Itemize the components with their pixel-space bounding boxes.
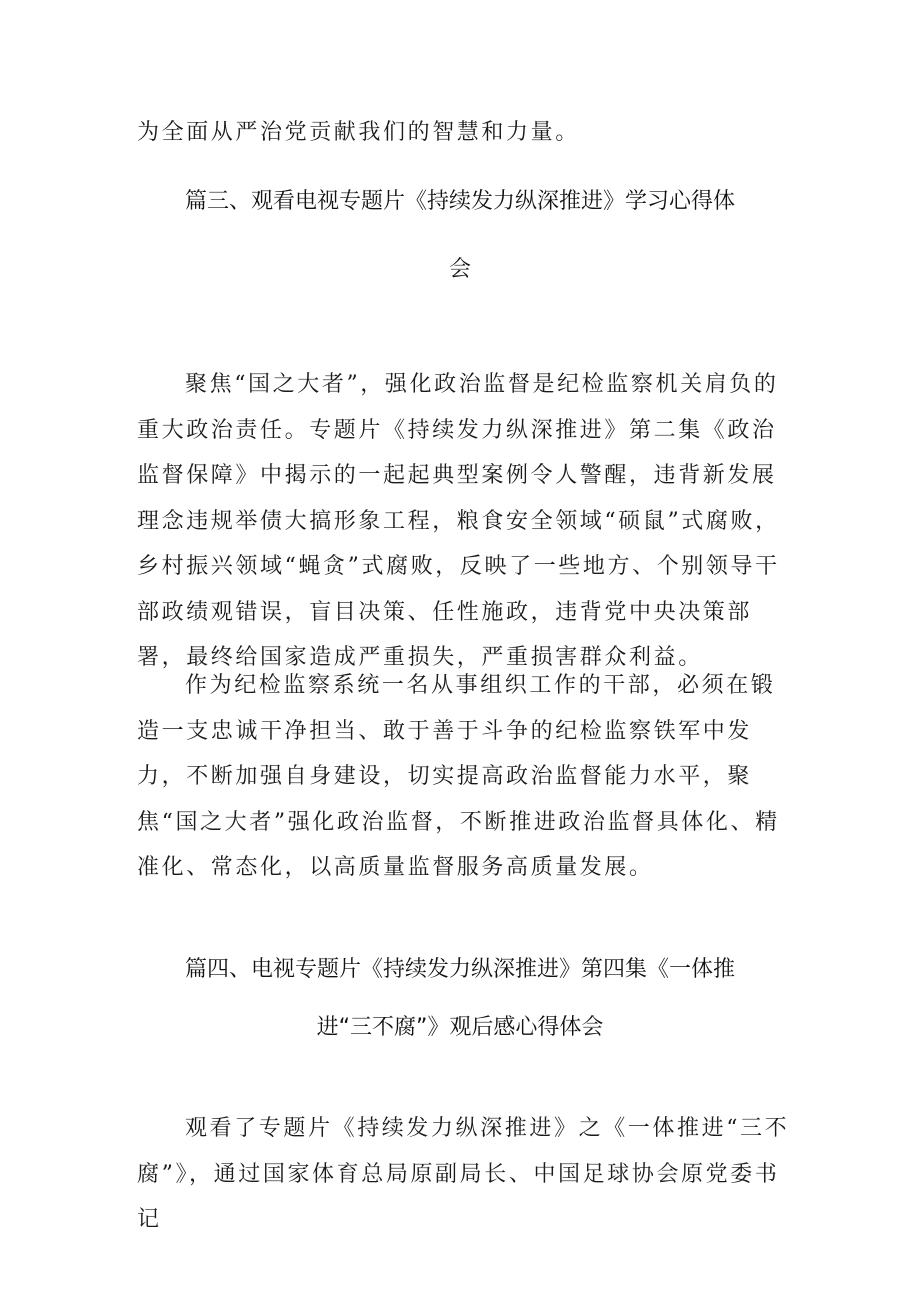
section-3-heading — [100, 186, 820, 286]
section-4-title-line-1: 篇四、电视专题片《持续发力纵深推进》第四集《一体推 — [184, 957, 735, 982]
section-4-heading — [100, 954, 820, 1044]
continuation-paragraph: 为全面从严治党贡献我们的智慧和力量。 — [137, 120, 580, 145]
section-3-title-line-1: 篇三、观看电视专题片《持续发力纵深推进》学习心得体 — [184, 189, 735, 214]
section-4-paragraph-1: 观看了专题片《持续发力纵深推进》之《一体推进“三不腐”》，通过国家体育总局原副局长、中国足球协会原党委书记 — [137, 1116, 790, 1232]
section-3-paragraph-2: 作为纪检监察系统一名从事组织工作的干部，必须在锻造一支忠诚干净担当、敢于善于斗争的纪检监察铁军中发力，不断加强自身建设，切实提高政治监督能力水平，聚焦“国之大者”强化政治监督，不断推进政治监督具体化、精准化、常态化，以高质量监督服务高质量发展。 — [137, 673, 780, 880]
section-4-title-line-2: 进“三不腐”》观后感心得体会 — [316, 1015, 604, 1040]
section-3-title-line-2: 会 — [448, 257, 471, 282]
section-3-paragraph-1: 聚焦“国之大者”，强化政治监督是纪检监察机关肩负的重大政治责任。专题片《持续发力纵深推进》第二集《政治监督保障》中揭示的一起起典型案例令人警醒，违背新发展理念违规举债大搞形象工程，粮食安全领域“硕鼠”式腐败，乡村振兴领域“蝇贪”式腐败，反映了一些地方、个别领导干部政绩观错误，盲目决策、任性施政，违背党中央决策部署，最终给国家造成严重损失，严重损害群众利益。 — [137, 372, 780, 670]
